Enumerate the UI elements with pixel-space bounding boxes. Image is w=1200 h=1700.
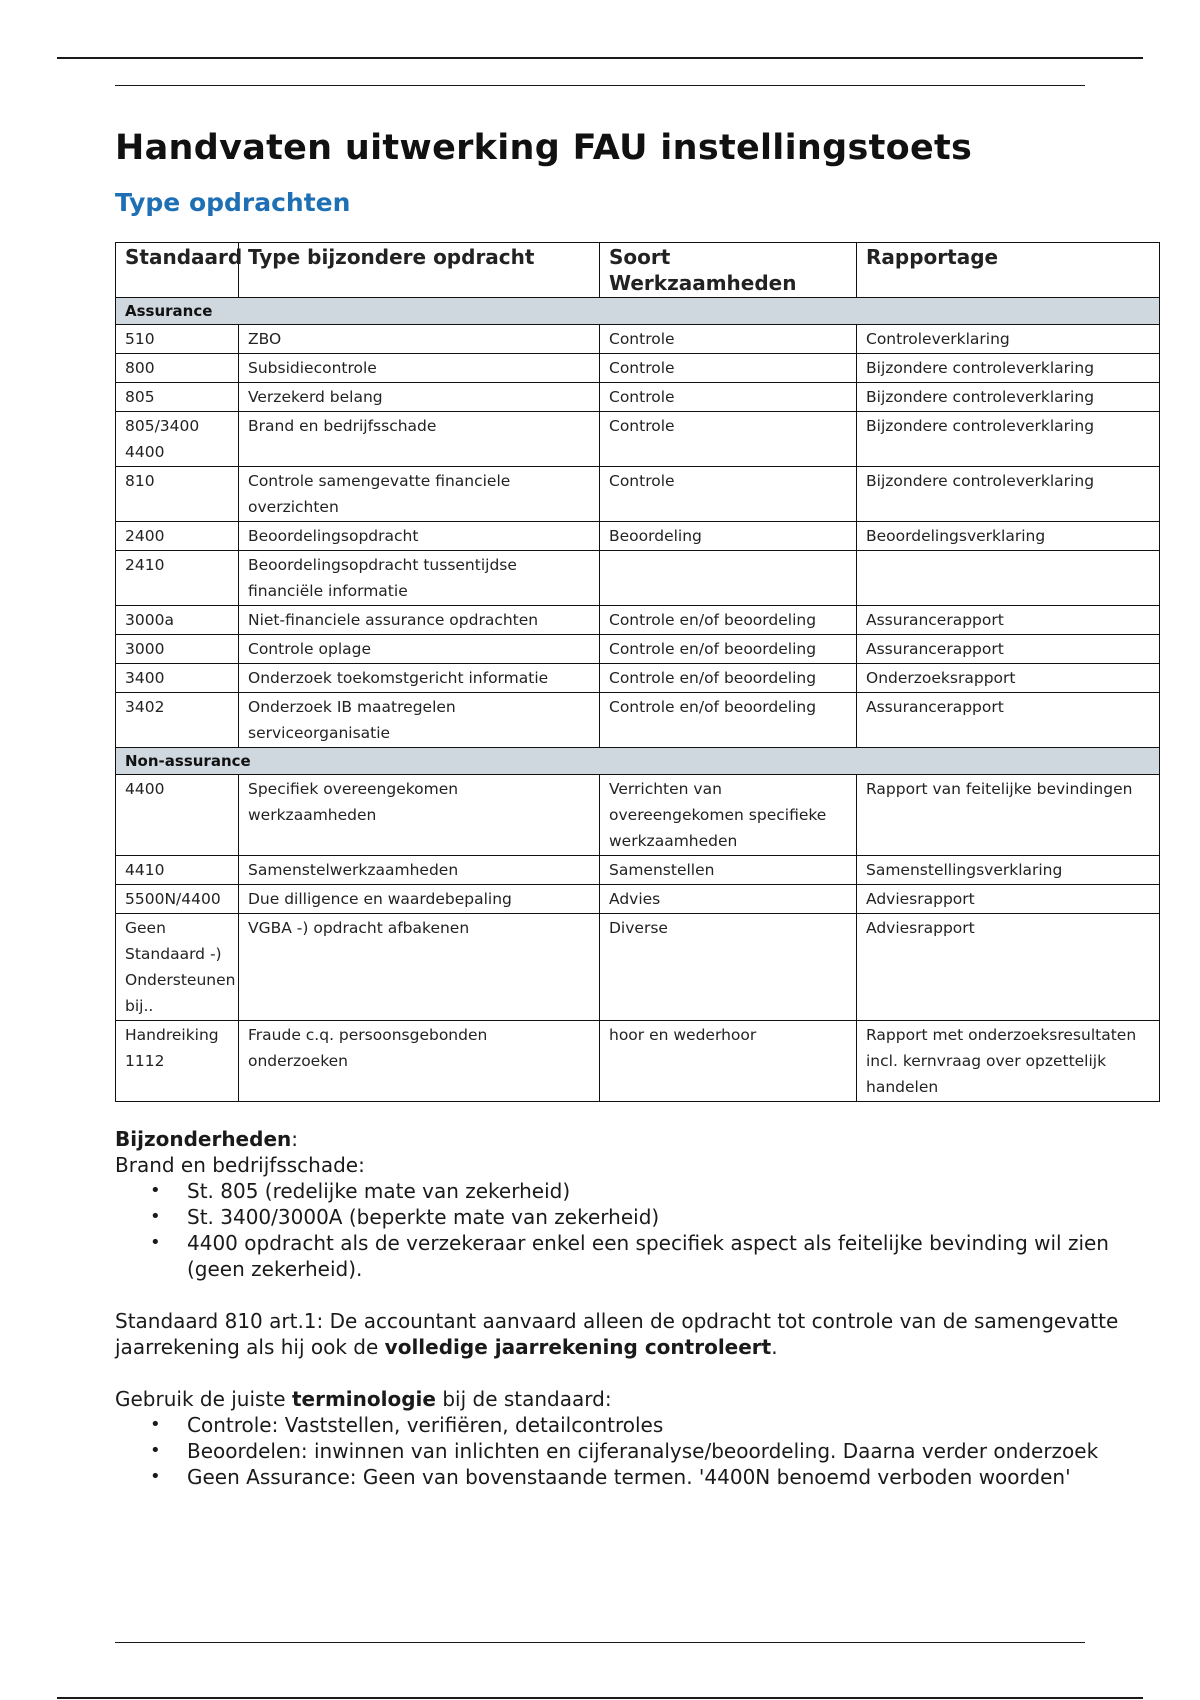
list-item: • Controle: Vaststellen, verifiëren, detailcontroles bbox=[187, 1412, 1160, 1438]
table-row bbox=[116, 693, 1160, 748]
table-cell: Specifiek overeengekomen werkzaamheden bbox=[239, 775, 600, 856]
table-cell: Controle bbox=[600, 354, 857, 383]
table-cell: 800 bbox=[116, 354, 239, 383]
section-heading: Type opdrachten bbox=[115, 188, 351, 217]
header-standaard: Standaard bbox=[116, 243, 239, 298]
brand-intro: Brand en bedrijfsschade: bbox=[115, 1153, 365, 1177]
table-cell: Rapport met onderzoeksresultaten incl. kernvraag over opzettelijk handelen bbox=[857, 1021, 1160, 1102]
table-cell: Onderzoeksrapport bbox=[857, 664, 1160, 693]
table-cell: Controle en/of beoordeling bbox=[600, 606, 857, 635]
assignment-types-table bbox=[115, 242, 1160, 1102]
table-cell: VGBA -) opdracht afbakenen bbox=[239, 914, 600, 1021]
table-cell: Diverse bbox=[600, 914, 857, 1021]
table-cell: Due dilligence en waardebepaling bbox=[239, 885, 600, 914]
table-cell: 4410 bbox=[116, 856, 239, 885]
table-header-row bbox=[116, 243, 1160, 298]
table-row bbox=[116, 914, 1160, 1021]
table-cell: Onderzoek IB maatregelen serviceorganisatie bbox=[239, 693, 600, 748]
table-cell: Rapport van feitelijke bevindingen bbox=[857, 775, 1160, 856]
header-type: Type bijzondere opdracht bbox=[239, 243, 600, 298]
page-top-border bbox=[57, 57, 1143, 59]
page-bottom-border bbox=[57, 1697, 1143, 1699]
table-cell: Geen Standaard -) Ondersteunen bij.. bbox=[116, 914, 239, 1021]
list-item: • St. 3400/3000A (beperkte mate van zekerheid) bbox=[187, 1204, 1160, 1230]
table-cell: 510 bbox=[116, 325, 239, 354]
table-cell: Assurancerapport bbox=[857, 635, 1160, 664]
table-cell: Beoordeling bbox=[600, 522, 857, 551]
table-cell: Bijzondere controleverklaring bbox=[857, 412, 1160, 467]
table-row bbox=[116, 412, 1160, 467]
table-cell: 4400 bbox=[116, 775, 239, 856]
table-cell bbox=[857, 551, 1160, 606]
table-cell: Controle en/of beoordeling bbox=[600, 635, 857, 664]
table-cell: Controle en/of beoordeling bbox=[600, 664, 857, 693]
table-cell: Advies bbox=[600, 885, 857, 914]
section-label: Assurance bbox=[116, 298, 1160, 325]
table-cell: Samenstelwerkzaamheden bbox=[239, 856, 600, 885]
table-cell: Handreiking 1112 bbox=[116, 1021, 239, 1102]
table-cell: Bijzondere controleverklaring bbox=[857, 467, 1160, 522]
table-cell: Niet-financiele assurance opdrachten bbox=[239, 606, 600, 635]
table-cell: Controle bbox=[600, 383, 857, 412]
brand-bullet-list bbox=[115, 1178, 1160, 1282]
table-cell: Controle bbox=[600, 412, 857, 467]
table-cell: hoor en wederhoor bbox=[600, 1021, 857, 1102]
table-cell: Verrichten van overeengekomen specifieke werkzaamheden bbox=[600, 775, 857, 856]
table-cell: 2410 bbox=[116, 551, 239, 606]
table-cell: Controle oplage bbox=[239, 635, 600, 664]
table-cell: 3400 bbox=[116, 664, 239, 693]
table-row bbox=[116, 354, 1160, 383]
table-cell: Controleverklaring bbox=[857, 325, 1160, 354]
table-cell: 3000a bbox=[116, 606, 239, 635]
list-item: • Geen Assurance: Geen van bovenstaande termen. '4400N benoemd verboden woorden' bbox=[187, 1464, 1160, 1490]
table-cell: Beoordelingsopdracht tussentijdse financiële informatie bbox=[239, 551, 600, 606]
table-cell: Adviesrapport bbox=[857, 914, 1160, 1021]
table-cell: Beoordelingsopdracht bbox=[239, 522, 600, 551]
table-cell: 805/3400 4400 bbox=[116, 412, 239, 467]
footer-rule bbox=[115, 1642, 1085, 1643]
standard-810-note: Standaard 810 art.1: De accountant aanvaard alleen de opdracht tot controle van de samengevatte jaarrekening als hij ook de volledige jaarrekening controleert. bbox=[115, 1309, 1119, 1359]
table-cell: Assurancerapport bbox=[857, 693, 1160, 748]
list-item: • Beoordelen: inwinnen van inlichten en cijferanalyse/beoordeling. Daarna verder onderzoek bbox=[187, 1438, 1160, 1464]
table-row bbox=[116, 664, 1160, 693]
table-row bbox=[116, 775, 1160, 856]
header-rule bbox=[115, 85, 1085, 86]
notes-heading-line: Bijzonderheden: bbox=[115, 1127, 298, 1151]
table-row bbox=[116, 383, 1160, 412]
table-row bbox=[116, 467, 1160, 522]
table-row bbox=[116, 522, 1160, 551]
table-cell: Bijzondere controleverklaring bbox=[857, 354, 1160, 383]
table-cell: Assurancerapport bbox=[857, 606, 1160, 635]
table-cell: 805 bbox=[116, 383, 239, 412]
table-cell: Controle bbox=[600, 325, 857, 354]
table-cell: ZBO bbox=[239, 325, 600, 354]
document-body bbox=[115, 120, 1160, 1490]
terminology-bullet-list bbox=[115, 1412, 1160, 1490]
table-cell: Verzekerd belang bbox=[239, 383, 600, 412]
table-cell: Bijzondere controleverklaring bbox=[857, 383, 1160, 412]
table-row bbox=[116, 856, 1160, 885]
header-soort: Soort Werkzaamheden bbox=[600, 243, 857, 298]
notes-section bbox=[115, 1126, 1160, 1490]
table-section-row bbox=[116, 298, 1160, 325]
table-cell: Onderzoek toekomstgericht informatie bbox=[239, 664, 600, 693]
table-cell: 3402 bbox=[116, 693, 239, 748]
table-cell: Brand en bedrijfsschade bbox=[239, 412, 600, 467]
table-row bbox=[116, 635, 1160, 664]
list-item: • St. 805 (redelijke mate van zekerheid) bbox=[187, 1178, 1160, 1204]
table-cell: Controle samengevatte financiele overzichten bbox=[239, 467, 600, 522]
table-cell: Adviesrapport bbox=[857, 885, 1160, 914]
page-title: Handvaten uitwerking FAU instellingstoets bbox=[115, 128, 973, 168]
list-item: • 4400 opdracht als de verzekeraar enkel een specifiek aspect als feitelijke bevinding wil zien (geen zekerheid). bbox=[187, 1230, 1160, 1282]
table-cell bbox=[600, 551, 857, 606]
table-row bbox=[116, 885, 1160, 914]
table-cell: Subsidiecontrole bbox=[239, 354, 600, 383]
header-rapportage: Rapportage bbox=[857, 243, 1160, 298]
table-cell: 810 bbox=[116, 467, 239, 522]
table-body bbox=[116, 298, 1160, 1102]
table-section-row bbox=[116, 748, 1160, 775]
notes-heading: Bijzonderheden bbox=[115, 1127, 292, 1151]
table-row bbox=[116, 1021, 1160, 1102]
table-cell: Controle en/of beoordeling bbox=[600, 693, 857, 748]
table-cell: Fraude c.q. persoonsgebonden onderzoeken bbox=[239, 1021, 600, 1102]
table-cell: 3000 bbox=[116, 635, 239, 664]
table-cell: 5500N/4400 bbox=[116, 885, 239, 914]
table-cell: 2400 bbox=[116, 522, 239, 551]
section-label: Non-assurance bbox=[116, 748, 1160, 775]
table-row bbox=[116, 551, 1160, 606]
table-cell: Samenstellen bbox=[600, 856, 857, 885]
table-row bbox=[116, 606, 1160, 635]
table-cell: Samenstellingsverklaring bbox=[857, 856, 1160, 885]
terminology-intro: Gebruik de juiste terminologie bij de standaard: bbox=[115, 1387, 612, 1411]
table-cell: Controle bbox=[600, 467, 857, 522]
table-row bbox=[116, 325, 1160, 354]
table-cell: Beoordelingsverklaring bbox=[857, 522, 1160, 551]
